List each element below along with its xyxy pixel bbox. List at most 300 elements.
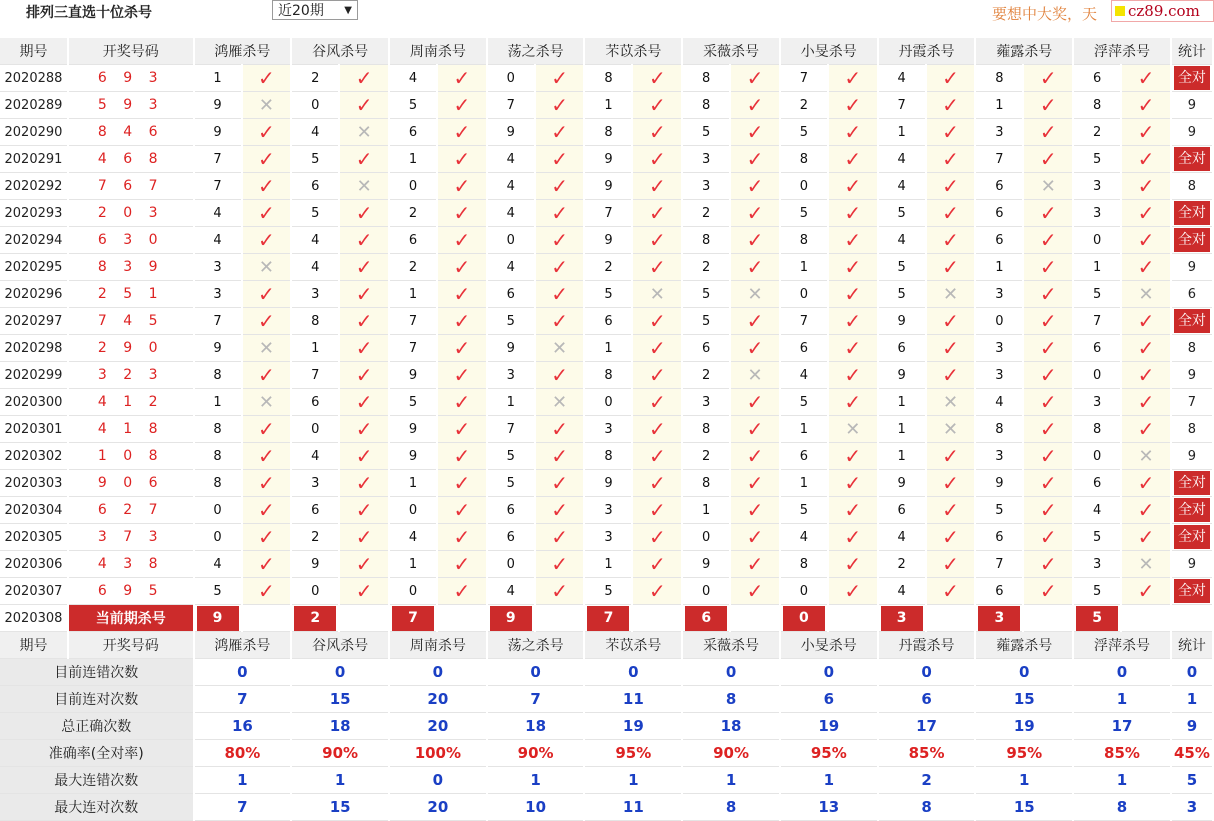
kill-number-cell: 6 — [291, 497, 339, 524]
check-icon: ✓ — [746, 309, 764, 333]
result-mark-cell — [339, 200, 389, 227]
kill-number-cell: 6 — [878, 335, 926, 362]
summary-value: 85% — [878, 740, 976, 767]
col-header-expert: 谷风杀号 — [291, 38, 389, 65]
result-mark-cell — [437, 92, 487, 119]
col-header-expert: 浮萍杀号 — [1073, 632, 1171, 659]
result-mark-cell — [339, 173, 389, 200]
check-icon: ✓ — [746, 444, 764, 468]
result-mark-cell — [730, 470, 780, 497]
check-icon: ✓ — [844, 552, 862, 576]
current-kill-cell — [878, 605, 926, 632]
period-select[interactable] — [272, 0, 358, 20]
kill-number-cell: 0 — [389, 173, 437, 200]
kill-number-cell: 3 — [1073, 389, 1121, 416]
check-icon: ✓ — [746, 390, 764, 414]
result-mark-cell — [730, 200, 780, 227]
summary-total: 1 — [1171, 686, 1213, 713]
result-mark-cell — [828, 254, 878, 281]
check-icon: ✓ — [844, 336, 862, 360]
kill-number-cell: 8 — [194, 362, 242, 389]
result-mark-cell — [1023, 497, 1073, 524]
kill-number-cell: 8 — [584, 443, 632, 470]
kill-number-cell: 0 — [1073, 227, 1121, 254]
result-mark-cell — [339, 443, 389, 470]
check-icon: ✓ — [258, 417, 275, 441]
col-header-expert: 小旻杀号 — [780, 632, 878, 659]
result-mark-cell — [1023, 173, 1073, 200]
check-icon: ✓ — [551, 255, 568, 279]
kill-number-cell: 9 — [194, 119, 242, 146]
kill-number-cell: 0 — [291, 578, 339, 605]
result-mark-cell — [828, 443, 878, 470]
result-mark-cell — [339, 524, 389, 551]
check-icon: ✓ — [1137, 66, 1155, 90]
check-icon: ✓ — [648, 444, 666, 468]
kill-number-cell: 6 — [389, 119, 437, 146]
current-kill-spacer — [437, 605, 487, 632]
result-mark-cell — [926, 335, 976, 362]
result-mark-cell — [632, 362, 682, 389]
summary-value: 0 — [780, 659, 878, 686]
col-header-draw: 开奖号码 — [68, 38, 194, 65]
summary-value: 20 — [389, 713, 487, 740]
kill-number-cell: 4 — [487, 200, 535, 227]
check-icon: ✓ — [1039, 93, 1057, 117]
check-icon: ✓ — [648, 336, 666, 360]
current-kill-number: 9 — [197, 606, 239, 631]
kill-number-cell: 5 — [878, 281, 926, 308]
result-mark-cell — [1023, 416, 1073, 443]
kill-number-cell: 8 — [682, 416, 730, 443]
summary-row — [0, 713, 1213, 740]
table-row — [0, 362, 1213, 389]
summary-value: 0 — [1073, 659, 1171, 686]
result-mark-cell — [730, 578, 780, 605]
summary-value: 18 — [487, 713, 585, 740]
result-mark-cell — [242, 389, 292, 416]
kill-number-cell: 3 — [682, 146, 730, 173]
summary-label: 目前连错次数 — [0, 659, 194, 686]
check-icon: ✓ — [648, 471, 666, 495]
result-mark-cell — [926, 389, 976, 416]
cross-icon: ✕ — [1138, 283, 1154, 305]
kill-number-cell: 8 — [584, 65, 632, 92]
check-icon: ✓ — [648, 363, 666, 387]
draw-number-cell: 5 9 3 — [68, 92, 194, 119]
col-header-expert: 采薇杀号 — [682, 632, 780, 659]
current-kill-spacer — [828, 605, 878, 632]
period-cell: 2020288 — [0, 65, 68, 92]
check-icon: ✓ — [453, 120, 471, 144]
result-mark-cell — [730, 173, 780, 200]
check-icon: ✓ — [844, 93, 862, 117]
kill-number-cell: 8 — [584, 119, 632, 146]
check-icon: ✓ — [746, 498, 764, 522]
kill-number-cell: 8 — [975, 416, 1023, 443]
result-mark-cell — [437, 416, 487, 443]
result-mark-cell — [1121, 362, 1171, 389]
draw-number-cell: 4 3 8 — [68, 551, 194, 578]
table-row — [0, 551, 1213, 578]
check-icon: ✓ — [1137, 147, 1155, 171]
check-icon: ✓ — [551, 201, 568, 225]
summary-value: 0 — [975, 659, 1073, 686]
check-icon: ✓ — [648, 66, 666, 90]
result-mark-cell — [1121, 470, 1171, 497]
result-mark-cell — [535, 281, 585, 308]
kill-number-cell: 6 — [975, 227, 1023, 254]
check-icon: ✓ — [355, 309, 373, 333]
kill-number-cell: 4 — [878, 146, 926, 173]
kill-number-cell: 5 — [584, 578, 632, 605]
check-icon: ✓ — [453, 444, 471, 468]
check-icon: ✓ — [746, 417, 764, 441]
check-icon: ✓ — [1137, 93, 1155, 117]
result-mark-cell — [632, 551, 682, 578]
kill-number-cell: 9 — [584, 173, 632, 200]
result-mark-cell — [828, 578, 878, 605]
site-logo[interactable] — [1111, 0, 1214, 22]
period-cell: 2020293 — [0, 200, 68, 227]
check-icon: ✓ — [1137, 363, 1155, 387]
correct-count: 9 — [1187, 97, 1197, 113]
cross-icon: ✕ — [258, 256, 274, 278]
kill-number-cell: 7 — [780, 308, 828, 335]
kill-number-cell: 3 — [194, 254, 242, 281]
stat-cell — [1171, 173, 1213, 200]
top-bar — [0, 0, 1214, 38]
current-kill-number: 0 — [783, 606, 825, 631]
kill-number-cell: 6 — [1073, 335, 1121, 362]
result-mark-cell — [339, 416, 389, 443]
kill-number-cell: 6 — [975, 200, 1023, 227]
summary-value: 95% — [780, 740, 878, 767]
result-mark-cell — [632, 281, 682, 308]
check-icon: ✓ — [551, 552, 568, 576]
result-mark-cell — [1121, 119, 1171, 146]
check-icon: ✓ — [844, 363, 862, 387]
result-mark-cell — [437, 200, 487, 227]
cross-icon: ✕ — [942, 391, 959, 413]
result-mark-cell — [730, 65, 780, 92]
summary-value: 80% — [194, 740, 292, 767]
stat-cell — [1171, 146, 1213, 173]
check-icon: ✓ — [648, 309, 666, 333]
kill-number-cell: 1 — [194, 389, 242, 416]
kill-number-cell: 4 — [975, 389, 1023, 416]
kill-number-cell: 6 — [389, 227, 437, 254]
result-mark-cell — [1023, 92, 1073, 119]
stat-cell — [1171, 362, 1213, 389]
kill-number-cell: 7 — [1073, 308, 1121, 335]
result-mark-cell — [730, 416, 780, 443]
check-icon: ✓ — [551, 417, 568, 441]
check-icon: ✓ — [453, 66, 471, 90]
result-mark-cell — [828, 65, 878, 92]
kill-number-cell: 8 — [682, 65, 730, 92]
current-kill-cell — [1073, 605, 1121, 632]
result-mark-cell — [535, 578, 585, 605]
result-mark-cell — [926, 227, 976, 254]
kill-number-cell: 4 — [780, 362, 828, 389]
check-icon: ✓ — [453, 228, 471, 252]
correct-count: 8 — [1187, 421, 1197, 437]
summary-label: 准确率(全对率) — [0, 740, 194, 767]
result-mark-cell — [535, 146, 585, 173]
check-icon: ✓ — [355, 363, 373, 387]
current-period-row — [0, 605, 1213, 632]
kill-number-cell: 3 — [682, 389, 730, 416]
all-correct-badge: 全对 — [1174, 147, 1210, 171]
table-row — [0, 335, 1213, 362]
summary-label: 最大连对次数 — [0, 794, 194, 821]
check-icon: ✓ — [1137, 228, 1155, 252]
cross-icon: ✕ — [258, 391, 274, 413]
check-icon: ✓ — [648, 255, 666, 279]
result-mark-cell — [1121, 65, 1171, 92]
check-icon: ✓ — [355, 255, 373, 279]
result-mark-cell — [242, 416, 292, 443]
check-icon: ✓ — [1039, 228, 1057, 252]
marquee-text: 要想中大奖，天 — [992, 5, 1098, 23]
kill-number-cell: 6 — [975, 173, 1023, 200]
check-icon: ✓ — [746, 201, 764, 225]
check-icon: ✓ — [942, 498, 959, 522]
summary-value: 0 — [291, 659, 389, 686]
kill-number-cell: 5 — [780, 389, 828, 416]
kill-number-cell: 7 — [194, 146, 242, 173]
result-mark-cell — [828, 524, 878, 551]
result-mark-cell — [242, 173, 292, 200]
summary-total: 45% — [1171, 740, 1213, 767]
result-mark-cell — [632, 119, 682, 146]
summary-value: 8 — [878, 794, 976, 821]
kill-number-cell: 9 — [389, 362, 437, 389]
check-icon: ✓ — [648, 525, 666, 549]
kill-number-cell: 9 — [584, 146, 632, 173]
draw-number-cell: 2 5 1 — [68, 281, 194, 308]
period-cell: 2020302 — [0, 443, 68, 470]
col-header-draw: 开奖号码 — [68, 632, 194, 659]
summary-value: 0 — [878, 659, 976, 686]
summary-value: 8 — [682, 686, 780, 713]
result-mark-cell — [242, 200, 292, 227]
current-kill-label: 当前期杀号 — [68, 605, 194, 632]
result-mark-cell — [242, 92, 292, 119]
kill-number-cell: 3 — [487, 362, 535, 389]
current-kill-cell — [584, 605, 632, 632]
current-kill-spacer — [339, 605, 389, 632]
result-mark-cell — [1121, 524, 1171, 551]
result-mark-cell — [1121, 443, 1171, 470]
check-icon: ✓ — [355, 471, 373, 495]
check-icon: ✓ — [355, 579, 373, 603]
draw-number-cell: 8 3 9 — [68, 254, 194, 281]
kill-number-cell: 5 — [682, 308, 730, 335]
summary-value: 16 — [194, 713, 292, 740]
cross-icon: ✕ — [747, 283, 763, 305]
result-mark-cell — [632, 146, 682, 173]
result-mark-cell — [926, 416, 976, 443]
result-mark-cell — [828, 119, 878, 146]
kill-number-cell: 5 — [291, 146, 339, 173]
current-kill-cell — [194, 605, 242, 632]
kill-number-cell: 2 — [584, 254, 632, 281]
summary-value: 20 — [389, 686, 487, 713]
kill-number-cell: 9 — [389, 443, 437, 470]
kill-number-cell: 8 — [682, 92, 730, 119]
check-icon: ✓ — [1039, 444, 1057, 468]
check-icon: ✓ — [453, 471, 471, 495]
kill-number-cell: 0 — [682, 578, 730, 605]
summary-value: 85% — [1073, 740, 1171, 767]
logo-square-icon — [1115, 6, 1125, 16]
summary-value: 18 — [291, 713, 389, 740]
col-header-expert: 芣苡杀号 — [584, 632, 682, 659]
summary-value: 11 — [584, 686, 682, 713]
stat-cell — [1171, 200, 1213, 227]
result-mark-cell — [926, 551, 976, 578]
period-cell: 2020304 — [0, 497, 68, 524]
stat-cell — [1171, 443, 1213, 470]
kill-number-cell: 5 — [780, 119, 828, 146]
check-icon: ✓ — [942, 525, 959, 549]
check-icon: ✓ — [1137, 525, 1155, 549]
check-icon: ✓ — [1039, 417, 1057, 441]
check-icon: ✓ — [1039, 120, 1057, 144]
table-row — [0, 227, 1213, 254]
cross-icon: ✕ — [258, 337, 274, 359]
check-icon: ✓ — [746, 228, 764, 252]
col-header-expert: 丹霞杀号 — [878, 38, 976, 65]
kill-number-cell: 5 — [1073, 146, 1121, 173]
current-kill-cell — [975, 605, 1023, 632]
result-mark-cell — [828, 416, 878, 443]
kill-number-cell: 6 — [487, 281, 535, 308]
kill-number-cell: 4 — [194, 200, 242, 227]
result-mark-cell — [926, 281, 976, 308]
check-icon: ✓ — [1039, 309, 1057, 333]
kill-number-cell: 3 — [975, 362, 1023, 389]
check-icon: ✓ — [942, 228, 959, 252]
check-icon: ✓ — [258, 309, 275, 333]
result-mark-cell — [926, 497, 976, 524]
kill-number-cell: 7 — [389, 335, 437, 362]
check-icon: ✓ — [942, 309, 959, 333]
kill-number-cell: 5 — [975, 497, 1023, 524]
col-header-expert: 采薇杀号 — [682, 38, 780, 65]
check-icon: ✓ — [1039, 552, 1057, 576]
check-icon: ✓ — [1137, 309, 1155, 333]
stat-cell — [1171, 227, 1213, 254]
check-icon: ✓ — [258, 174, 275, 198]
summary-value: 7 — [194, 794, 292, 821]
all-correct-badge: 全对 — [1174, 579, 1210, 603]
check-icon: ✓ — [551, 282, 568, 306]
result-mark-cell — [1121, 497, 1171, 524]
summary-value: 17 — [1073, 713, 1171, 740]
kill-number-cell: 0 — [389, 497, 437, 524]
draw-number-cell: 8 4 6 — [68, 119, 194, 146]
kill-number-cell: 1 — [682, 497, 730, 524]
check-icon: ✓ — [453, 309, 471, 333]
kill-number-cell: 3 — [975, 443, 1023, 470]
table-row — [0, 524, 1213, 551]
col-header-period: 期号 — [0, 632, 68, 659]
check-icon: ✓ — [844, 444, 862, 468]
kill-number-cell: 8 — [682, 470, 730, 497]
summary-value: 0 — [389, 659, 487, 686]
cross-icon: ✕ — [552, 391, 568, 413]
check-icon: ✓ — [746, 255, 764, 279]
check-icon: ✓ — [1039, 255, 1057, 279]
summary-value: 1 — [194, 767, 292, 794]
kill-number-cell: 6 — [291, 389, 339, 416]
result-mark-cell — [1121, 254, 1171, 281]
kill-number-cell: 1 — [780, 470, 828, 497]
check-icon: ✓ — [844, 147, 862, 171]
summary-label: 总正确次数 — [0, 713, 194, 740]
kill-number-cell: 9 — [389, 416, 437, 443]
current-kill-spacer — [730, 605, 780, 632]
kill-number-cell: 6 — [487, 497, 535, 524]
kill-number-cell: 7 — [194, 308, 242, 335]
page-title: 排列三直选十位杀号 — [26, 5, 152, 21]
draw-number-cell: 7 4 5 — [68, 308, 194, 335]
check-icon: ✓ — [844, 174, 862, 198]
result-mark-cell — [926, 578, 976, 605]
cross-icon: ✕ — [845, 418, 861, 440]
check-icon: ✓ — [551, 471, 568, 495]
check-icon: ✓ — [844, 66, 862, 90]
result-mark-cell — [535, 470, 585, 497]
kill-number-cell: 3 — [975, 281, 1023, 308]
result-mark-cell — [339, 227, 389, 254]
summary-value: 1 — [291, 767, 389, 794]
result-mark-cell — [1023, 578, 1073, 605]
result-mark-cell — [632, 200, 682, 227]
result-mark-cell — [437, 119, 487, 146]
check-icon: ✓ — [453, 336, 471, 360]
period-cell: 2020291 — [0, 146, 68, 173]
kill-number-cell: 3 — [584, 416, 632, 443]
summary-value: 0 — [389, 767, 487, 794]
kill-number-cell: 7 — [975, 146, 1023, 173]
current-kill-spacer — [926, 605, 976, 632]
result-mark-cell — [632, 389, 682, 416]
cross-icon: ✕ — [942, 418, 959, 440]
kill-number-cell: 5 — [878, 254, 926, 281]
summary-total: 3 — [1171, 794, 1213, 821]
result-mark-cell — [1121, 551, 1171, 578]
check-icon: ✓ — [942, 471, 959, 495]
check-icon: ✓ — [453, 255, 471, 279]
result-mark-cell — [730, 281, 780, 308]
cross-icon: ✕ — [747, 364, 763, 386]
result-mark-cell — [632, 416, 682, 443]
kill-number-cell: 9 — [584, 227, 632, 254]
kill-number-cell: 8 — [194, 416, 242, 443]
correct-count: 8 — [1187, 340, 1197, 356]
check-icon: ✓ — [1137, 417, 1155, 441]
result-mark-cell — [339, 389, 389, 416]
check-icon: ✓ — [355, 552, 373, 576]
period-cell: 2020297 — [0, 308, 68, 335]
kill-number-cell: 7 — [975, 551, 1023, 578]
result-mark-cell — [437, 146, 487, 173]
check-icon: ✓ — [746, 525, 764, 549]
